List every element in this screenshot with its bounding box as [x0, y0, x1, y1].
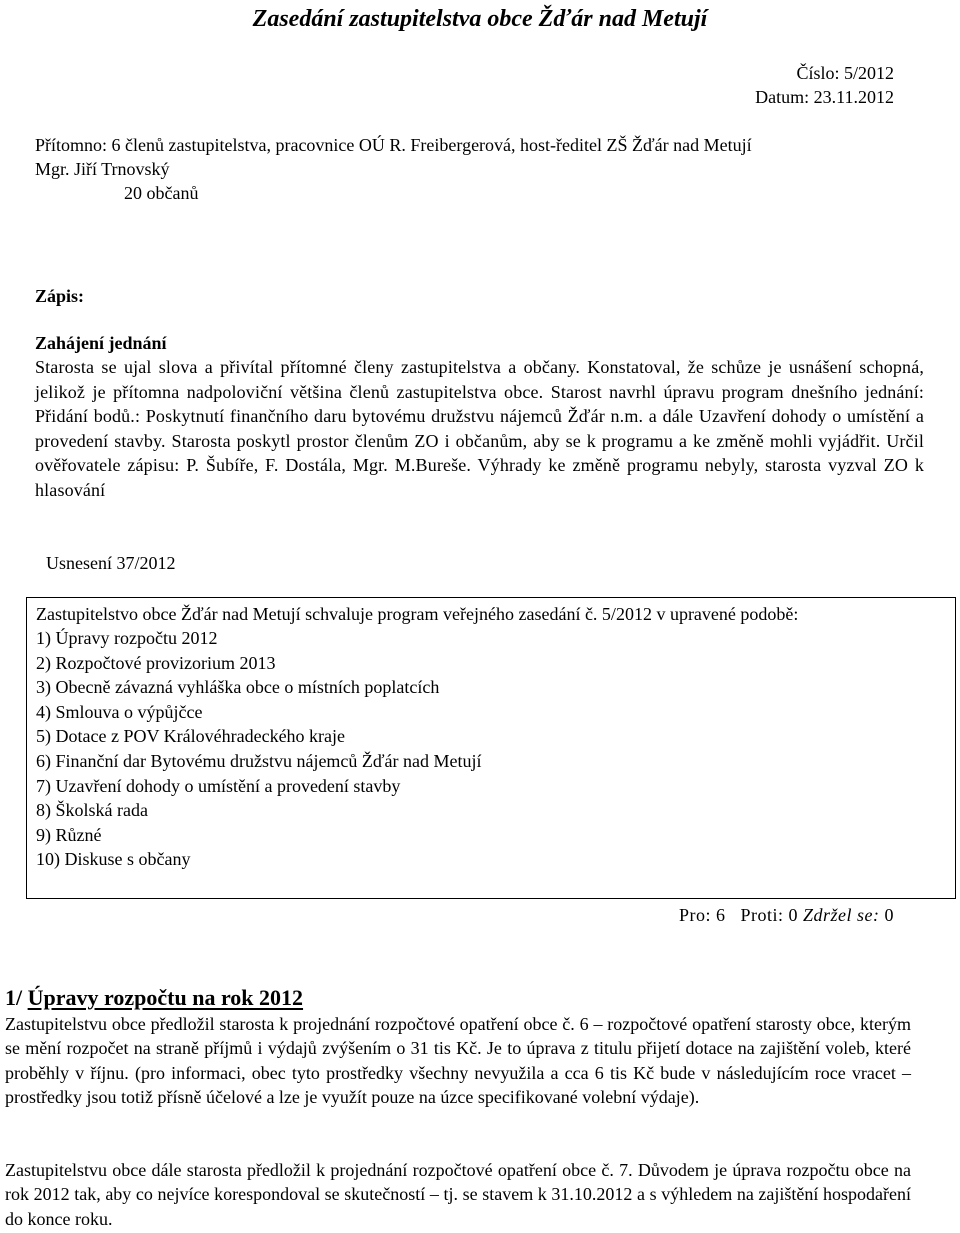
- section-1-paragraph-1: Zastupitelstvu obce předložil starosta k projednání rozpočtové opatření obce č. 6 – rozpočtové opatření starosty obce, kterým se mění rozpočet na straně příjmů i výdajů zvýšením o 31 tis Kč. Je to úprava z titulu přijetí dotace na zajištění voleb, které proběhly v říjnu. (pro informaci, obec tyto prostředky všechny nevyužila a cca 6 tis Kč bude v následujícím roce vracet – prostředky jsou totiž přísně účelové a lze je využít pouze na úzce specifikované volební výdaje).: [5, 1014, 911, 1107]
- resolution-box: [26, 597, 956, 899]
- agenda-item: 3) Obecně závazná vyhláška obce o místních poplatcích: [36, 677, 440, 698]
- agenda-item: 10) Diskuse s občany: [36, 849, 191, 870]
- agenda-item: 8) Školská rada: [36, 800, 148, 821]
- number-value: 5/2012: [843, 63, 894, 83]
- agenda-item: 7) Uzavření dohody o umístění a provedení stavby: [36, 775, 401, 796]
- section-1-paragraph-2: Zastupitelstvu obce dále starosta předložil k projednání rozpočtové opatření obce č. 7. Důvodem je úprava rozpočtu obce na rok 2012 tak, aby co nejvíce korespondoval se skutečností – tj. se stavem k 31.10.2012 a s výhledem na zajištění hospodaření do konce roku.: [5, 1160, 911, 1229]
- vote-abstain-value: 0: [884, 905, 894, 925]
- section-title-text: Úpravy rozpočtu na rok 2012: [27, 985, 304, 1010]
- agenda-item: 9) Různé: [36, 824, 102, 845]
- opening-text: Starosta se ujal slova a přivítal přítomné členy zastupitelstva a občany. Konstatoval, že schůze je usnášení schopná, jelikož je přítomna nadpoloviční většina členů zastupitelstva obce. Starost navrhl úpravu program dnešního jednání: Přidání bodů.: Poskytnutí finančního daru bytovému družstvu nájemců Žďár n.m. a dále Uzavření dohody o umístění a provedení stavby. Starosta poskytl prostor členům ZO i občanům, aby se k programu a ke změně mohli vyjádřit. Určil ověřovatele zápisu: P. Šubíře, F. Dostála, Mgr. M.Bureše. Výhrady ke změně programu nebyly, starosta vyzval ZO k hlasování: [35, 357, 924, 500]
- document-number: [755, 61, 894, 85]
- vote-pro: Pro: 6: [678, 905, 726, 925]
- document-title: Zasedání zastupitelstva obce Žďár nad Metují: [252, 6, 708, 32]
- section-1-title: [5, 984, 303, 1012]
- resolution-intro: Zastupitelstvo obce Žďár nad Metují schvaluje program veřejného zasedání č. 5/2012 v upravené podobě:: [36, 604, 799, 624]
- vote-abstain-label: Zdržel se:: [803, 905, 880, 925]
- agenda-item: 2) Rozpočtové provizorium 2013: [36, 652, 276, 673]
- vote-result: [679, 903, 894, 927]
- attendance-line-2: Mgr. Jiří Trnovský: [35, 159, 170, 179]
- date-label: Datum:: [755, 87, 810, 107]
- vote-proti: Proti: 0: [740, 905, 798, 925]
- date-value: 23.11.2012: [813, 87, 894, 107]
- resolution-label: Usnesení 37/2012: [46, 553, 176, 573]
- agenda-item: 4) Smlouva o výpůjčce: [36, 701, 203, 722]
- agenda-item: 1) Úpravy rozpočtu 2012: [36, 628, 218, 648]
- agenda-item: 6) Finanční dar Bytovému družstvu nájemců Žďár nad Metují: [36, 750, 482, 771]
- attendance-line-1: Přítomno: 6 členů zastupitelstva, pracovnice OÚ R. Freibergerová, host-ředitel ZŠ Žďár nad Metují: [35, 135, 752, 155]
- minutes-heading: Zápis:: [35, 286, 85, 306]
- agenda-item: 5) Dotace z POV Královéhradeckého kraje: [36, 726, 346, 747]
- opening-heading: Zahájení jednání: [35, 333, 167, 353]
- agenda-list: [36, 626, 482, 872]
- number-label: Číslo:: [796, 63, 840, 83]
- document-date: [755, 85, 894, 109]
- section-number: 1/: [5, 985, 23, 1010]
- attendance-line-3: 20 občanů: [124, 183, 199, 203]
- document-meta: [755, 61, 894, 109]
